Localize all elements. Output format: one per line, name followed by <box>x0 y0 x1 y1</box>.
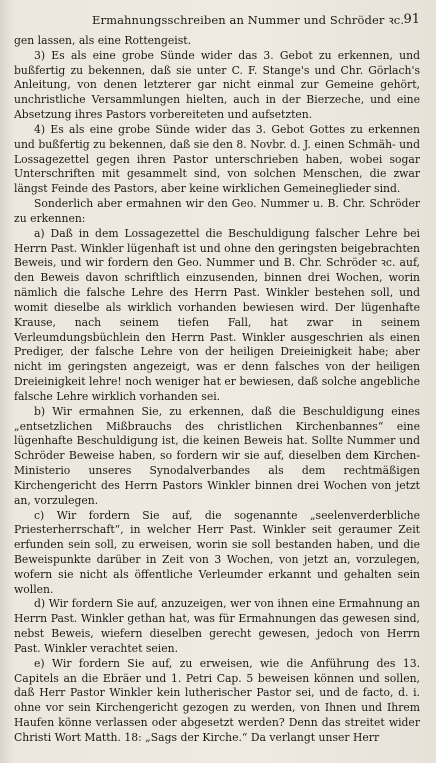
paragraph-point-a: a) Daß in dem Lossagezettel die Beschuldigung falscher Lehre bei Herrn Past. Winkler lügenhaft ist und ohne den geringsten beigebrachten Beweis, und wir fordern den Geo. Nummer und B. Chr. Schröder ꝛc. auf, den Beweis davon schriftlich einzusenden, binnen drei Wochen, worin nämlich die falsche Lehre des Herrn Past. Winkler bestehen soll, und womit dieselbe als wirklich vorhanden bewiesen wird. Der lügenhafte Krause, nach seinem tiefen Fall, hat zwar in seinem Verleumdungsbüchlein den Herrn Past. Winkler ausgeschrien als einen Prediger, der falsche Lehre von der heiligen Dreieinigkeit habe; aber nicht im geringsten angezeigt, was er denn falsches von der heiligen Dreieinigkeit lehre! noch weniger hat er bewiesen, daß solche angebliche falsche Lehre wirklich vorhanden sei. <box>14 226 420 403</box>
page-header <box>0 6 436 32</box>
paragraph-point-e: e) Wir fordern Sie auf, zu erweisen, wie die Anführung des 13. Capitels an die Ebräer und 1. Petri Cap. 5 beweisen können und sollen, daß Herr Pastor Winkler kein lutherischer Pastor sei, und de facto, d. i. ohne vor sein Kirchengericht gezogen zu werden, von Ihnen und Ihrem Haufen könne verlassen oder abgesetzt werden? Denn das streitet wider Christi Wort Matth. 18: „Sags der Kirche.“ Da verlangt unser Herr <box>14 656 420 744</box>
paragraph-point-d: d) Wir fordern Sie auf, anzuzeigen, wer von ihnen eine Ermahnung an Herrn Past. Winkler gethan hat, was für Ermahnungen das gewesen sind, nebst Beweis, wiefern dieselben gerecht gewesen, jedoch von Herrn Past. Winkler verachtet seien. <box>14 597 420 655</box>
paragraph-point-3: 3) Es als eine grobe Sünde wider das 3. Gebot zu erkennen, und bußfertig zu bekennen, daß sie unter C. F. Stange's und Chr. Görlach's Anleitung, von denen letzterer gar nicht einmal zur Gemeine gehört, unchristliche Versammlungen hielten, auch in der Bierzeche, und eine Absetzung ihres Pastors vorbereiteten und aufsetzten. <box>14 48 420 122</box>
paragraph-point-b: b) Wir ermahnen Sie, zu erkennen, daß die Beschuldigung eines „entsetzlichen Mißbrauchs des christlichen Kirchenbannes“ eine lügenhafte Beschuldigung ist, die keinen Beweis hat. Sollte Nummer und Schröder Beweise haben, so fordern wir sie auf, dieselben dem Kirchen-Ministerio unseres Synodalverbandes als dem rechtmäßigen Kirchengericht des Herrn Pastors Winkler binnen drei Wochen von jetzt an, vorzulegen. <box>14 404 420 507</box>
paragraph-point-4: 4) Es als eine grobe Sünde wider das 3. Gebot Gottes zu erkennen und bußfertig zu bekennen, daß sie den 8. Novbr. d. J. einen Schmäh- und Lossagezettel gegen ihren Pastor unterschrieben haben, wobei sogar Unterschriften mit gesammelt sind, von solchen Menschen, die zwar längst Feinde des Pastors, aber keine wirklichen Gemeineglieder sind. <box>14 122 420 196</box>
paragraph-sonderlich: Sonderlich aber ermahnen wir den Geo. Nummer u. B. Chr. Schröder zu erkennen: <box>14 197 420 225</box>
running-title: Ermahnungsschreiben an Nummer und Schröder ꝛc. <box>92 13 405 27</box>
paragraph-continuation: gen lassen, als eine Rottengeist. <box>14 34 192 47</box>
paragraph-point-c: c) Wir fordern Sie auf, die sogenannte „seelenverderbliche Priesterherrschaft“, in welcher Herr Past. Winkler seit geraumer Zeit erfunden sein soll, zu erweisen, worin sie soll bestanden haben, und die Beweispunkte darüber in Zeit von 3 Wochen, von jetzt an, vorzulegen, wofern sie nicht als öffentliche Verleumder erkannt und gehalten sein wollen. <box>14 508 420 596</box>
page-number: 91 <box>403 12 420 27</box>
page-body <box>14 34 420 746</box>
